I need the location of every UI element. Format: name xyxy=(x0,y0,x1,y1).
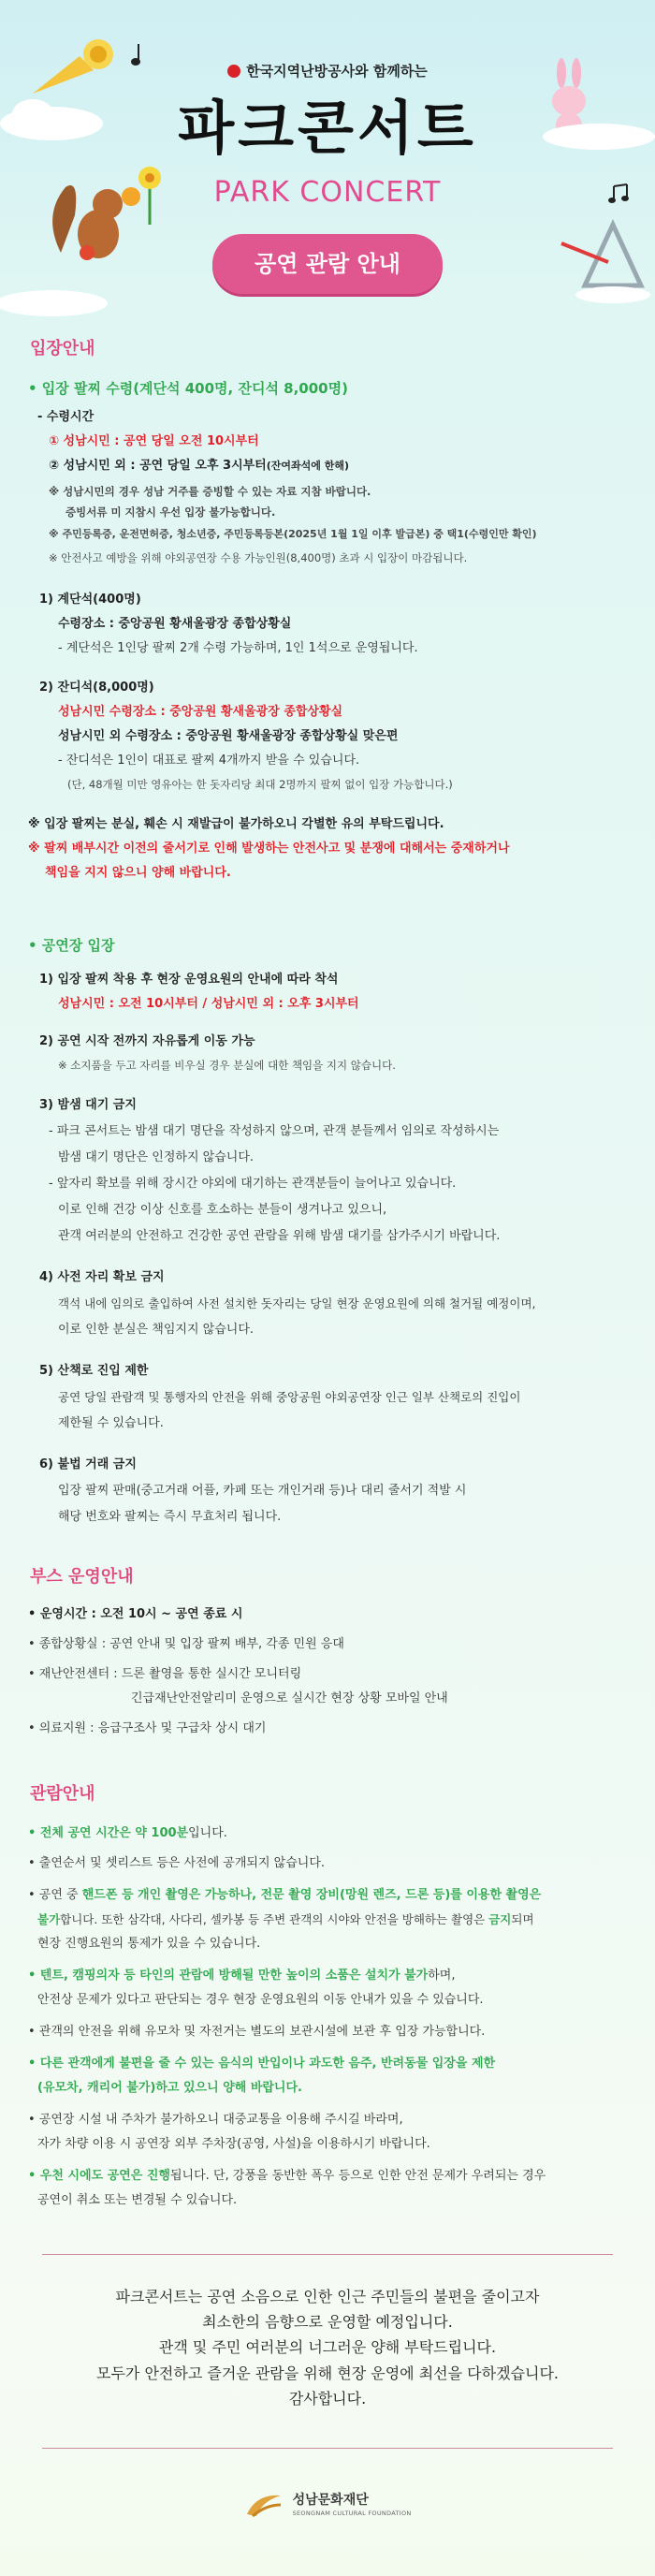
note-3: ※ 안전사고 예방을 위해 야외공연장 수용 가능인원(8,400명) 초과 시 입장이 마감됩니다. xyxy=(49,551,468,564)
entry-band-line: • 입장 팔찌 수령(계단석 400명, 잔디석 8,000명) xyxy=(28,380,348,397)
page-subtitle: PARK CONCERT xyxy=(213,176,442,209)
booth-item-2b: 긴급재난안전알리미 운영으로 실시간 현장 상황 모바일 안내 xyxy=(131,1691,448,1705)
viewing-item-6-b: (유모차, 캐리어 불가)하고 있으니 양해 바랍니다. xyxy=(37,2081,302,2095)
viewing-item-3-highlight: 핸드폰 등 개인 촬영은 가능하나, 전문 촬영 장비(망원 렌즈, 드론 등)를 이용한 촬영은 xyxy=(81,1888,542,1902)
foundation-logo-icon xyxy=(243,2490,284,2520)
footer xyxy=(0,2490,655,2520)
closing-line-4: 모두가 안전하고 즐거운 관람을 위해 현장 운영에 최선을 다하겠습니다. xyxy=(96,2364,559,2382)
viewing-item-3-highlight-3: 금지 xyxy=(488,1912,512,1926)
guide-pill: 공연 관람 안내 xyxy=(212,234,443,294)
booth-item-2a: • 재난안전센터 : 드론 촬영을 통한 실시간 모니터링 xyxy=(28,1667,302,1681)
lawn-seat-place-nonresident: 성남시민 외 수령장소 : 중앙공원 황새울광장 종합상황실 맞은편 xyxy=(58,729,399,743)
foundation-name: 성남문화재단 xyxy=(292,2493,369,2509)
foundation-logo xyxy=(243,2490,284,2520)
viewing-item-4 xyxy=(28,1968,455,1985)
venue-item-4-b: 이로 인한 분실은 책임지지 않습니다. xyxy=(58,1323,255,1337)
sponsor-logo-icon xyxy=(227,65,240,78)
venue-item-6-b: 해당 번호와 팔찌는 즉시 무효처리 됩니다. xyxy=(58,1510,282,1524)
viewing-item-2: • 출연순서 및 셋리스트 등은 사전에 공개되지 않습니다. xyxy=(28,1856,326,1870)
venue-item-3-b: 밤샘 대기 명단은 인정하지 않습니다. xyxy=(58,1150,255,1164)
lawn-seat-place-resident: 성남시민 수령장소 : 중앙공원 황새울광장 종합상황실 xyxy=(58,705,343,719)
sponsor-text: 한국지역난방공사와 함께하는 xyxy=(246,63,428,80)
venue-item-1-times: 성남시민 : 오전 10시부터 / 성남시민 외 : 오후 3시부터 xyxy=(58,997,359,1011)
viewing-item-3-d: 현장 진행요원의 통제가 있을 수 있습니다. xyxy=(37,1937,261,1951)
section-title-entry: 입장안내 xyxy=(30,339,95,359)
booth-item-1: • 종합상황실 : 공연 안내 및 입장 팔찌 배부, 각종 민원 응대 xyxy=(28,1637,344,1651)
viewing-item-1 xyxy=(28,1825,227,1843)
viewing-item-7a: • 공연장 시설 내 주차가 불가하오니 대중교통을 이용해 주시길 바라며, xyxy=(28,2113,403,2127)
header xyxy=(0,0,655,318)
note-1a: ※ 성남시민의 경우 성남 거주를 증빙할 수 있는 자료 지참 바랍니다. xyxy=(49,485,371,498)
viewing-item-3-line2 xyxy=(37,1911,636,1928)
note-1b: 증빙서류 미 지참시 우선 입장 불가능합니다. xyxy=(66,505,276,519)
viewing-item-3-highlight-2: 불가 xyxy=(37,1912,61,1926)
closing-line-3: 관객 및 주민 여러분의 너그러운 양해 부탁드립니다. xyxy=(158,2338,497,2357)
viewing-item-3-b: 합니다. 또한 삼각대, 사다리, 셀카봉 등 주변 관객의 시야와 안전을 방해하는 촬영은 xyxy=(60,1912,489,1926)
time-nonresident-note: (잔여좌석에 한해) xyxy=(266,460,350,472)
closing-line-1: 파크콘서트는 공연 소음으로 인한 인근 주민들의 불편을 줄이고자 xyxy=(115,2288,540,2305)
viewing-item-4-highlight: • 텐트, 캠핑의자 등 타인의 관람에 방해될 만한 높이의 소품은 설치가 불가 xyxy=(28,1969,429,1983)
warning-2b: 책임을 지지 않으니 양해 바랍니다. xyxy=(45,866,231,880)
venue-item-1: 1) 입장 팔찌 착용 후 현장 운영요원의 안내에 따라 착석 xyxy=(39,973,339,987)
time-heading: - 수령시간 xyxy=(37,410,95,424)
viewing-item-3-c: 되며 xyxy=(511,1912,534,1926)
viewing-item-3-a: • 공연 중 xyxy=(28,1888,82,1902)
viewing-item-8-b: 공연이 취소 또는 변경될 수 있습니다. xyxy=(37,2193,238,2207)
venue-item-3: 3) 밤샘 대기 금지 xyxy=(39,1098,137,1112)
venue-item-3-d: 이로 인해 건강 이상 신호를 호소하는 분들이 생겨나고 있으니, xyxy=(58,1203,387,1217)
venue-item-6-a: 입장 팔찌 판매(중고거래 어플, 카페 또는 개인거래 등)나 대리 줄서기 적발 시 xyxy=(58,1484,467,1498)
venue-item-3-e: 관객 여러분의 안전하고 건강한 공연 관람을 위해 밤샘 대기를 삼가주시기 바랍니다. xyxy=(58,1229,501,1243)
venue-item-5-b: 제한될 수 있습니다. xyxy=(58,1416,164,1430)
venue-item-5-a: 공연 당일 관람객 및 통행자의 안전을 위해 중앙공원 야외공연장 인근 일부 산책로의 진입이 xyxy=(58,1390,521,1404)
booth-item-3: • 의료지원 : 응급구조사 및 구급차 상시 대기 xyxy=(28,1721,267,1735)
lawn-seat-desc-2: (단, 48개월 미만 영유아는 한 돗자리당 최대 2명까지 팔찌 없이 입장 가능합니다.) xyxy=(67,778,453,791)
booth-hours: • 운영시간 : 오전 10시 ~ 공연 종료 시 xyxy=(28,1607,243,1621)
viewing-item-4-text: 하며, xyxy=(428,1969,456,1983)
closing-message xyxy=(0,2284,655,2411)
section-title-booth: 부스 운영안내 xyxy=(30,1567,134,1587)
venue-item-2-note: ※ 소지품을 두고 자리를 비우실 경우 분실에 대한 책임을 지지 않습니다. xyxy=(58,1059,396,1072)
venue-item-4: 4) 사전 자리 확보 금지 xyxy=(39,1270,165,1284)
venue-item-6: 6) 불법 거래 금지 xyxy=(39,1457,137,1471)
note-2: ※ 주민등록증, 운전면허증, 청소년증, 주민등록등본(2025년 1월 1일 이후 발급본) 중 택1(수령인만 확인) xyxy=(49,528,537,540)
viewing-item-5: • 관객의 안전을 위해 유모차 및 자전거는 별도의 보관시설에 보관 후 입장 가능합니다. xyxy=(28,2025,486,2039)
warning-1: ※ 입장 팔찌는 분실, 훼손 시 재발급이 불가하오니 각별한 유의 부탁드립니다. xyxy=(28,817,444,831)
venue-item-3-c: - 앞자리 확보를 위해 장시간 야외에 대기하는 관객분들이 늘어나고 있습니다. xyxy=(49,1177,457,1191)
divider-bottom xyxy=(42,2448,613,2449)
warning-2a: ※ 팔찌 배부시간 이전의 줄서기로 인해 발생하는 안전사고 및 분쟁에 대해서는 중재하거나 xyxy=(28,842,510,856)
closing-line-2: 최소한의 음향으로 운영할 예정입니다. xyxy=(202,2313,453,2332)
time-nonresident-text: ② 성남시민 외 : 공연 당일 오후 3시부터 xyxy=(49,459,267,473)
venue-item-5: 5) 산책로 진입 제한 xyxy=(39,1364,149,1378)
triangle-instrument-icon xyxy=(557,215,650,304)
viewing-item-8-text: 됩니다. 단, 강풍을 동반한 폭우 등으로 인한 안전 문제가 우려되는 경우 xyxy=(170,2169,546,2183)
lawn-seat-title: 2) 잔디석(8,000명) xyxy=(39,681,154,695)
closing-line-5: 감사합니다. xyxy=(288,2389,367,2408)
venue-item-3-a: - 파크 콘서트는 밤샘 대기 명단을 작성하지 않으며, 관객 분들께서 임의로 작성하시는 xyxy=(49,1124,500,1138)
viewing-item-7b: 자가 차량 이용 시 공연장 외부 주차장(공영, 사설)을 이용하시기 바랍니다. xyxy=(37,2137,430,2151)
viewing-item-4-b: 안전상 문제가 있다고 판단되는 경우 현장 운영요원의 이동 안내가 있을 수 있습니다. xyxy=(37,1993,484,2007)
viewing-item-8 xyxy=(28,2168,546,2186)
cloud-icon xyxy=(0,281,122,318)
venue-item-4-a: 객석 내에 임의로 출입하여 사전 설치한 돗자리는 당일 현장 운영요원에 의해 철거될 예정이며, xyxy=(58,1296,536,1310)
time-nonresident xyxy=(49,458,349,476)
section-title-viewing: 관람안내 xyxy=(30,1784,95,1804)
stair-seat-place: 수령장소 : 중앙공원 황새울광장 종합상황실 xyxy=(58,617,292,631)
stair-seat-desc: - 계단석은 1인당 팔찌 2개 수령 가능하며, 1인 1석으로 운영됩니다. xyxy=(58,641,418,655)
time-resident: ① 성남시민 : 공연 당일 오전 10시부터 xyxy=(49,434,259,448)
page-title: 파크콘서트 xyxy=(178,94,477,162)
divider-top xyxy=(42,2254,613,2255)
viewing-item-3 xyxy=(28,1887,627,1905)
foundation-name-en: SEONGNAM CULTURAL FOUNDATION xyxy=(292,2510,412,2518)
lawn-seat-desc-1: - 잔디석은 1인이 대표로 팔찌 4개까지 받을 수 있습니다. xyxy=(58,754,360,768)
venue-band-line: • 공연장 입장 xyxy=(28,937,115,954)
venue-item-2: 2) 공연 시작 전까지 자유롭게 이동 가능 xyxy=(39,1034,255,1048)
viewing-item-8-highlight: • 우천 시에도 공연은 진행 xyxy=(28,2169,170,2183)
viewing-item-6: • 다른 관객에게 불편을 줄 수 있는 음식의 반입이나 과도한 음주, 반려동물 입장을 제한 xyxy=(28,2056,496,2071)
viewing-item-1-text: 입니다. xyxy=(188,1826,227,1840)
sponsor-line xyxy=(0,62,655,82)
viewing-item-1-highlight: • 전체 공연 시간은 약 100분 xyxy=(28,1826,189,1840)
stair-seat-title: 1) 계단석(400명) xyxy=(39,593,141,607)
